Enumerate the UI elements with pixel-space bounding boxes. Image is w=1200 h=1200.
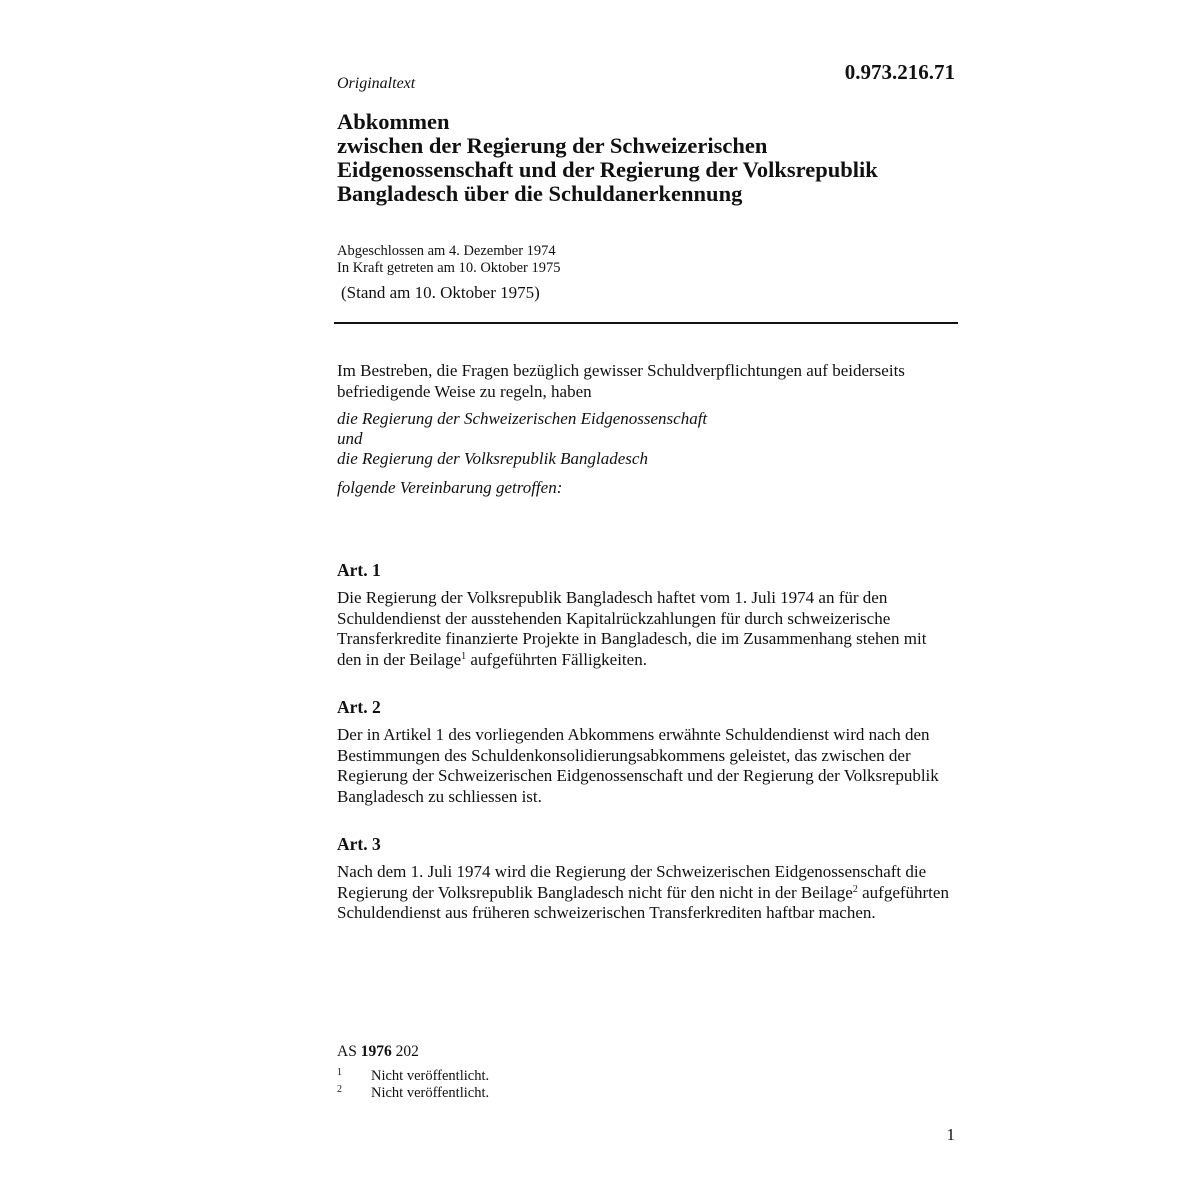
title-line: Bangladesch über die Schuldanerkennung [337,181,743,206]
article-1-text-part: aufgeführten Fälligkeiten. [466,649,647,669]
footnote-number: 2 [337,1084,342,1095]
agreement-statement: folgende Vereinbarung getroffen: [337,478,563,497]
in-force-date: In Kraft getreten am 10. Oktober 1975 [337,260,561,276]
page-number: 1 [946,1125,955,1144]
article-1-text [337,588,955,670]
article-2-text: Der in Artikel 1 des vorliegenden Abkommens erwähnte Schuldendienst wird nach den Bestimmungen des Schuldenkonsolidierungsabkommens geleistet, das zwischen der Regierung der Schweizerischen Eidgenossenschaft und der Regierung der Volksrepublik Bangladesch zu schliessen ist. [337,725,939,806]
status-date: (Stand am 10. Oktober 1975) [341,283,540,302]
article-1-text-part: Die Regierung der Volksrepublik Bangladesch haftet vom 1. Juli 1974 an für den Schuldendienst der ausstehenden Kapitalrückzahlungen für durch schweizerische Transferkredite finanzierte Projekte in Bangladesch, die im Zusammenhang stehen mit den in der Beilage [337,588,927,669]
concluded-date: Abgeschlossen am 4. Dezember 1974 [337,243,556,259]
header-divider [334,322,958,324]
article-3-heading: Art. 3 [337,834,381,854]
as-prefix: AS [337,1043,357,1060]
article-3-text [337,862,955,924]
document-title [337,110,957,206]
as-page: 202 [395,1043,419,1060]
party-switzerland: die Regierung der Schweizerischen Eidgenossenschaft [337,409,708,428]
title-line: zwischen der Regierung der Schweizerischen [337,133,768,158]
footnote-2 [337,1081,489,1102]
official-collection-reference [337,1043,419,1061]
footnote-text: Nicht veröffentlicht. [371,1085,490,1101]
as-year: 1976 [360,1043,392,1060]
footnote-ref-2[interactable]: 2 [852,883,858,895]
party-bangladesh: die Regierung der Volksrepublik Bangladesch [337,449,648,468]
footnote-text: Nicht veröffentlicht. [371,1068,490,1084]
article-2-heading: Art. 2 [337,697,381,717]
party-conjunction: und [337,429,363,448]
document-dates [337,243,560,277]
article-1-heading: Art. 1 [337,560,381,580]
footnote-ref-1[interactable]: 1 [461,650,467,662]
sr-number: 0.973.216.71 [844,60,955,84]
footnote-number: 1 [337,1067,342,1078]
article-3-text-part: Nach dem 1. Juli 1974 wird die Regierung der Schweizerischen Eidgenossenschaft die Regierung der Volksrepublik Bangladesch nicht für den nicht in der Beilage [337,862,927,902]
original-text-label: Originaltext [337,75,416,92]
article-3-text-part: aufgeführten Schuldendienst aus früheren schweizerischen Transferkrediten haftbar machen. [337,882,949,922]
title-line: Eidgenossenschaft und der Regierung der Volksrepublik [337,157,878,182]
preamble-intro: Im Bestreben, die Fragen bezüglich gewisser Schuldverpflichtungen auf beiderseits befriedigende Weise zu regeln, haben [337,361,905,401]
title-line: Abkommen [337,109,450,134]
